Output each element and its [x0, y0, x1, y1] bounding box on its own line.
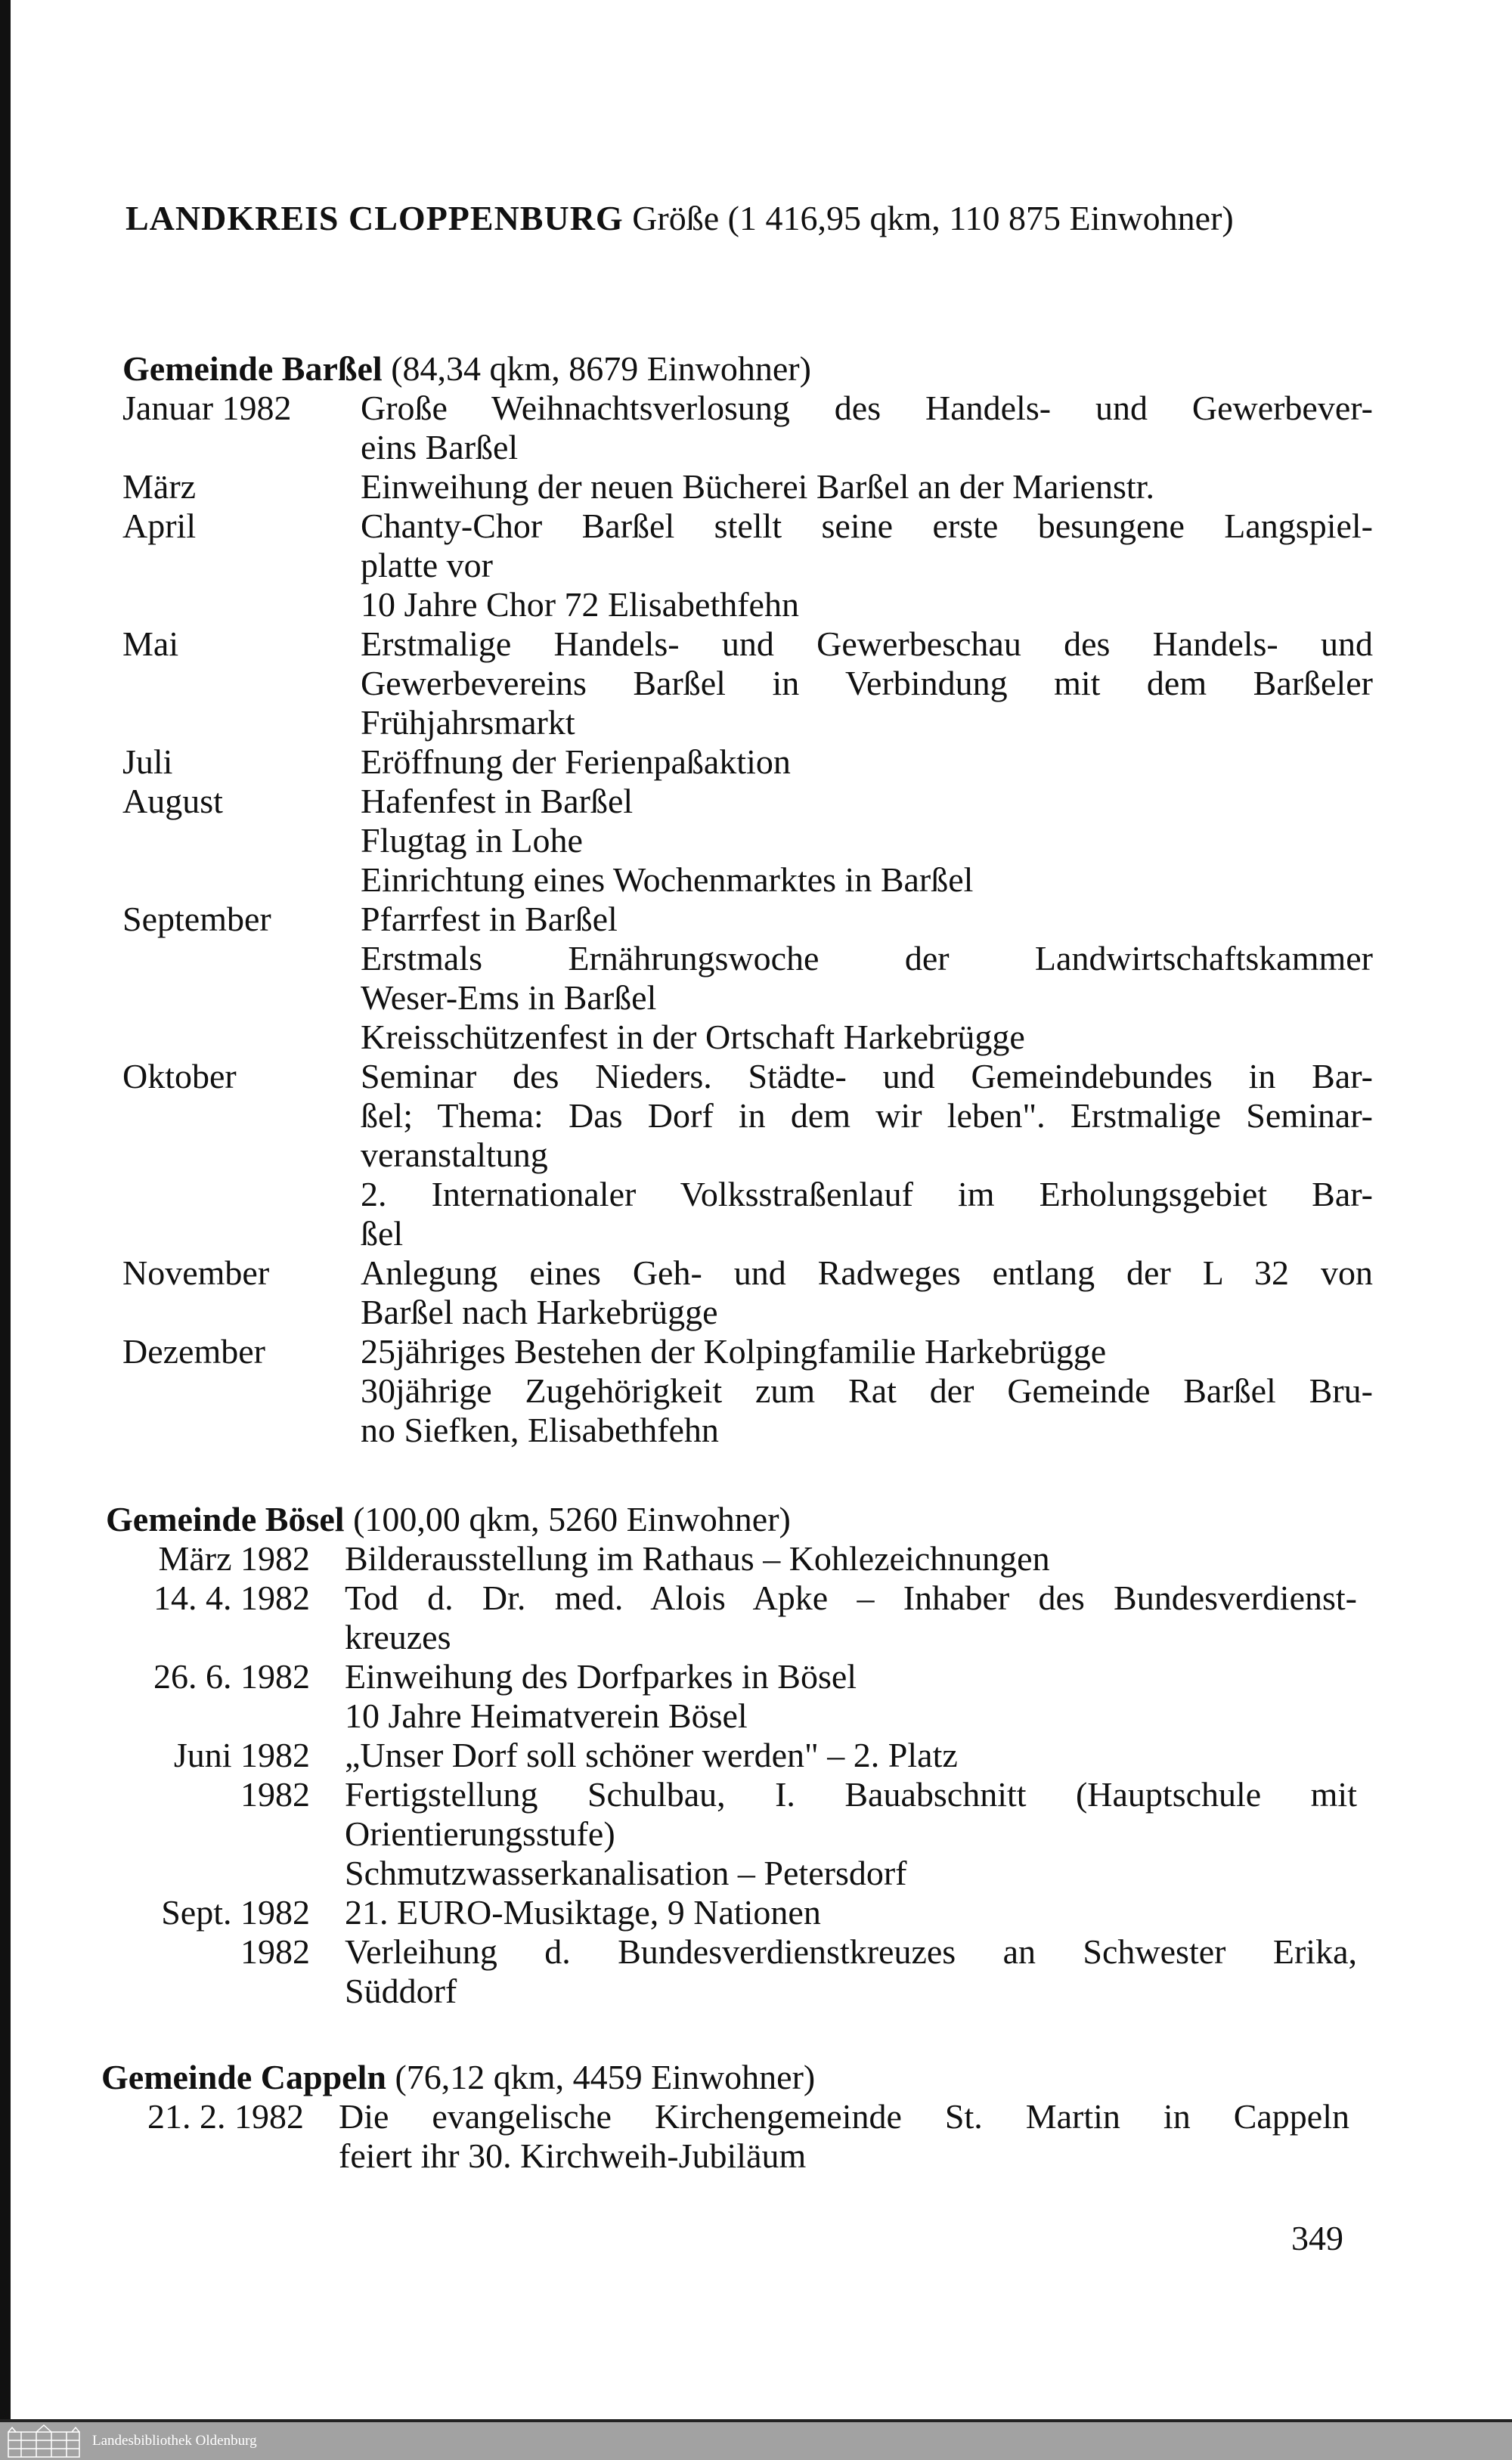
chronicle-line [122, 782, 1373, 821]
event-text: Schmutzwasserkanalisation – Petersdorf [345, 1854, 907, 1892]
chronicle-line [122, 664, 1373, 703]
event-text: platte vor [361, 546, 493, 584]
municipality-name: Gemeinde Bösel [106, 1500, 345, 1538]
section-cappeln [101, 2058, 1349, 2176]
event-date [122, 821, 361, 860]
district-name: LANDKREIS CLOPPENBURG [125, 199, 624, 237]
event-text: 10 Jahre Chor 72 Elisabethfehn [361, 585, 799, 624]
chronicle-line [122, 1214, 1373, 1253]
event-date: Januar 1982 [122, 389, 292, 427]
chronicle-line [122, 1293, 1373, 1332]
event-text: Fertigstellung Schulbau, I. Bauabschnitt (Hauptschule mit [345, 1775, 1357, 1814]
chronicle-line [122, 546, 1373, 585]
event-text: Weser-Ems in Barßel [361, 978, 657, 1017]
municipality-info: (76,12 qkm, 4459 Einwohner) [386, 2058, 816, 2096]
chronicle-line [122, 860, 1373, 900]
event-text: Große Weihnachtsverlosung des Handels- und Gewerbever- [361, 389, 1373, 427]
event-text: 30jährige Zugehörigkeit zum Rat der Gemeinde Barßel Bru- [361, 1371, 1373, 1410]
event-text: 10 Jahre Heimatverein Bösel [345, 1696, 748, 1735]
event-date [122, 860, 361, 900]
event-text: ßel [361, 1214, 404, 1253]
district-info: Größe (1 416,95 qkm, 110 875 Einwohner) [623, 199, 1234, 237]
event-text: „Unser Dorf soll schöner werden" – 2. Platz [345, 1736, 958, 1774]
chronicle-line [122, 1136, 1373, 1175]
event-date [106, 1618, 345, 1657]
event-date: März 1982 [158, 1539, 310, 1578]
event-text: Frühjahrsmarkt [361, 703, 575, 742]
event-text: veranstaltung [361, 1136, 548, 1174]
event-text: 25jähriges Bestehen der Kolpingfamilie Harkebrügge [361, 1332, 1107, 1371]
event-text: Seminar des Nieders. Städte- und Gemeindebundes in Bar- [361, 1057, 1373, 1095]
section-boesel [106, 1500, 1357, 2011]
event-text: Chanty-Chor Barßel stellt seine erste besungene Langspiel- [361, 507, 1373, 545]
event-date: Mai [122, 624, 179, 663]
event-date: August [122, 782, 223, 820]
event-date [122, 1371, 361, 1411]
event-date [122, 1411, 361, 1450]
event-text: Gewerbevereins Barßel in Verbindung mit dem Barßeler [361, 664, 1373, 702]
event-date: Dezember [122, 1332, 265, 1371]
chronicle-line [122, 1411, 1373, 1450]
chronicle-line [122, 978, 1373, 1018]
event-date [122, 978, 361, 1018]
event-text: Erstmals Ernährungswoche der Landwirtschaftskammer [361, 939, 1373, 977]
chronicle-line [106, 1972, 1357, 2011]
event-text: Tod d. Dr. med. Alois Apke – Inhaber des Bundesverdienst- [345, 1579, 1357, 1617]
event-text: Verleihung d. Bundesverdienstkreuzes an Schwester Erika, [345, 1932, 1357, 1971]
chronicle-line [122, 1018, 1373, 1057]
chronicle-line [101, 2136, 1349, 2176]
event-text: Die evangelische Kirchengemeinde St. Martin in Cappeln [339, 2097, 1349, 2136]
event-text: Hafenfest in Barßel [361, 782, 634, 820]
event-date [122, 1136, 361, 1175]
page-title [125, 198, 1234, 238]
library-name: Landesbibliothek Oldenburg [92, 2433, 257, 2449]
chronicle-line [106, 1736, 1357, 1775]
section-heading [101, 2058, 1349, 2097]
chronicle-line [122, 389, 1373, 428]
chronicle-line [106, 1932, 1357, 1972]
event-date [106, 1814, 345, 1854]
chronicle-line [106, 1657, 1357, 1696]
chronicle-line [122, 742, 1373, 782]
event-date [122, 703, 361, 742]
event-date: Juli [122, 742, 173, 781]
chronicle-line [122, 900, 1373, 939]
event-date: März [122, 467, 197, 506]
chronicle-line [122, 1175, 1373, 1214]
event-date: Oktober [122, 1057, 237, 1095]
chronicle-line [122, 703, 1373, 742]
chronicle-line [106, 1814, 1357, 1854]
chronicle-line [122, 821, 1373, 860]
chronicle-line [122, 624, 1373, 664]
event-date: Sept. 1982 [161, 1893, 310, 1932]
event-date [122, 1018, 361, 1057]
event-date [106, 1696, 345, 1736]
event-text: 2. Internationaler Volksstraßenlauf im Erholungsgebiet Bar- [361, 1175, 1373, 1213]
footer-bar [0, 2419, 1512, 2460]
chronicle-line [106, 1579, 1357, 1618]
event-text: Bilderausstellung im Rathaus – Kohlezeichnungen [345, 1539, 1050, 1578]
event-text: Flugtag in Lohe [361, 821, 583, 860]
event-date [122, 585, 361, 624]
section-barssel [122, 349, 1373, 1450]
event-date: September [122, 900, 271, 938]
page-number: 349 [1291, 2219, 1343, 2257]
event-date [122, 1214, 361, 1253]
event-text: feiert ihr 30. Kirchweih-Jubiläum [339, 2136, 807, 2175]
event-date: April [122, 507, 197, 545]
event-date [122, 664, 361, 703]
chronicle-line [122, 467, 1373, 507]
event-date: 14. 4. 1982 [153, 1579, 310, 1617]
chronicle-line [122, 1253, 1373, 1293]
event-date: Juni 1982 [173, 1736, 310, 1774]
chronicle-line [122, 507, 1373, 546]
event-date [101, 2136, 339, 2176]
event-text: ßel; Thema: Das Dorf in dem wir leben". Erstmalige Seminar- [361, 1096, 1373, 1135]
event-text: Einweihung der neuen Bücherei Barßel an der Marienstr. [361, 467, 1154, 506]
library-building-logo [6, 2424, 82, 2458]
event-date [122, 1293, 361, 1332]
chronicle-line [122, 428, 1373, 467]
event-date: November [122, 1253, 270, 1292]
event-text: eins Barßel [361, 428, 519, 466]
event-date [122, 1175, 361, 1214]
section-heading [106, 1500, 1357, 1539]
chronicle-line [122, 1371, 1373, 1411]
event-date: 1982 [240, 1932, 310, 1971]
chronicle-line [106, 1854, 1357, 1893]
chronicle-line [122, 1332, 1373, 1371]
municipality-name: Gemeinde Cappeln [101, 2058, 386, 2096]
event-text: Kreisschützenfest in der Ortschaft Harkebrügge [361, 1018, 1025, 1056]
municipality-info: (100,00 qkm, 5260 Einwohner) [344, 1500, 791, 1538]
event-text: Einrichtung eines Wochenmarktes in Barßel [361, 860, 974, 899]
event-text: Erstmalige Handels- und Gewerbeschau des Handels- und [361, 624, 1373, 663]
chronicle-line [106, 1893, 1357, 1932]
chronicle-line [106, 1539, 1357, 1579]
chronicle-line [122, 585, 1373, 624]
event-date: 21. 2. 1982 [147, 2097, 304, 2136]
event-date [122, 1096, 361, 1136]
chronicle-line [106, 1775, 1357, 1814]
event-text: Einweihung des Dorfparkes in Bösel [345, 1657, 857, 1696]
chronicle-line [122, 939, 1373, 978]
event-date [106, 1854, 345, 1893]
event-text: Pfarrfest in Barßel [361, 900, 618, 938]
event-date [122, 939, 361, 978]
event-date [122, 428, 361, 467]
event-text: 21. EURO-Musiktage, 9 Nationen [345, 1893, 821, 1932]
event-date [106, 1972, 345, 2011]
event-text: kreuzes [345, 1618, 451, 1656]
section-heading [122, 349, 1373, 389]
event-text: Anlegung eines Geh- und Radweges entlang der L 32 von [361, 1253, 1373, 1292]
chronicle-line [122, 1096, 1373, 1136]
event-text: Süddorf [345, 1972, 457, 2010]
event-date: 1982 [240, 1775, 310, 1814]
event-text: Orientierungsstufe) [345, 1814, 615, 1853]
scan-edge [0, 0, 11, 2419]
event-date: 26. 6. 1982 [153, 1657, 310, 1696]
chronicle-line [122, 1057, 1373, 1096]
municipality-info: (84,34 qkm, 8679 Einwohner) [382, 349, 811, 388]
chronicle-line [101, 2097, 1349, 2136]
event-text: no Siefken, Elisabethfehn [361, 1411, 719, 1449]
event-text: Barßel nach Harkebrügge [361, 1293, 718, 1331]
event-text: Eröffnung der Ferienpaßaktion [361, 742, 791, 781]
chronicle-line [106, 1696, 1357, 1736]
event-date [122, 546, 361, 585]
chronicle-line [106, 1618, 1357, 1657]
municipality-name: Gemeinde Barßel [122, 349, 383, 388]
